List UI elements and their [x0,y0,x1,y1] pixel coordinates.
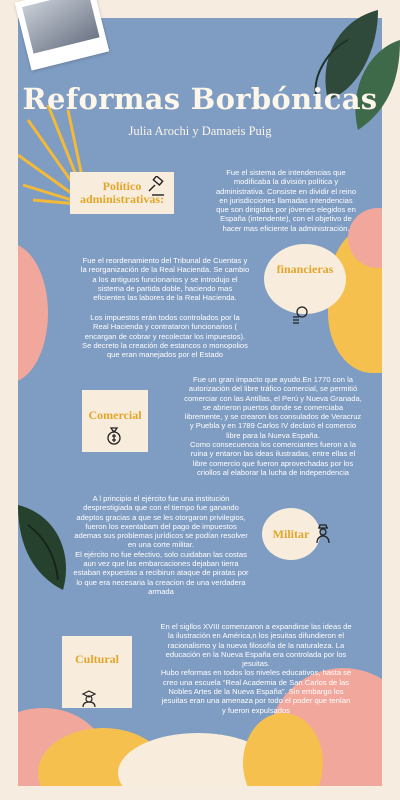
cultural-label: Cultural [74,652,119,666]
politico-text: Fue el sistema de intendencias que modificaba la división política y administrativa. Consiste en dividir el reino en jurisdicciones llamadas intendencias que son dirigidas por jóvenes elegidos en España (intendente), con el objetivo de hacer mas eficiente la administración. [215,168,357,233]
militar-label: Militar [272,526,310,541]
photo-image [22,0,100,54]
coins-icon [290,304,310,324]
comercial-label: Comercial [88,408,142,422]
financieras-text-2: Los impuestos erán todos controlados por la Real Hacienda y contrataron funcionarios ( encargan de cobrar y recolectar los impuestos). Se decreto la creación de estancos o monopolios que eran manejados por el Estado [82,313,248,360]
soldier-icon [314,523,332,545]
page-title: Reformas Borbónicas [22,82,378,116]
money-bag-icon [104,425,124,445]
cultural-text: En el sigllos XVIII comenzaron a expandirse las ideas de la ilustración en América,n los jesuitas difundieron el racionalismo y la nueva filosofía de la naturaleza. La educación en la Nueva España era controlada por los jesuitas. Hubo reformas en todos los niveles educativos, hasta se creo una escuela “Real Academia de San Carlos de las Nobles Artes de la Nueva España”. Sin embargo los jesuitas eran una amenaza por todo el poder que tenían y fueron expulsados [160,622,352,715]
financieras-text-1: Fue el reordenamiento del Tribunal de Cuentas y la reorganización de la Real Hacienda. Se cambio a los antiguos funcionarios y se introdujo el sistema de partida doble, haciendo mas eficientes las labores de la Real Hacienda. [80,256,250,303]
comercial-text: Fue un gran impacto que ayudo.En 1770 con la autorización del libre tráfico comercial, se permitió comerciar con las Antillas, el Perú y Nueva Granada, se abrieron puertos donde se comerciaba libremente, y se crearon los consulados de Veracruz y Puebla y en 1789 Carlos IV declaró el comercio libre para la Nueva España. Como consecuencia los comerciantes fueron a la ruina y entaron las ideas ilustradas, entre ellas el libre comercio que fueron aprovechadas por los criollos al elaborar la lucha de independencia [184,375,362,477]
student-icon [80,690,98,708]
gavel-icon [146,176,168,198]
politico-label: Político administrativas: [80,179,164,206]
section-label-militar [262,508,320,560]
plant-leaves-top-right [308,0,400,140]
militar-text: A l principio el ejército fue una institución desprestigiada que con el tiempo fue ganando adeptos gracias a que se les otorgaron privilegios, fueron los exentabam del pago de impuestos ademas sus problemas jurídicos se podían resolver en una corte militar. El ejército no fue efectivo, solo cuidaban las costas aun vez que las embarcaciones dejaban tierra estaban expuestas a recibirun ataque de piratas por lo que era necesaria la creacion de una verdadera armada [73,494,249,596]
authors: Julia Arochi y Damaeis Puig [128,124,272,138]
pink-blob-left [18,243,48,383]
financieras-label: financieras [276,262,334,276]
